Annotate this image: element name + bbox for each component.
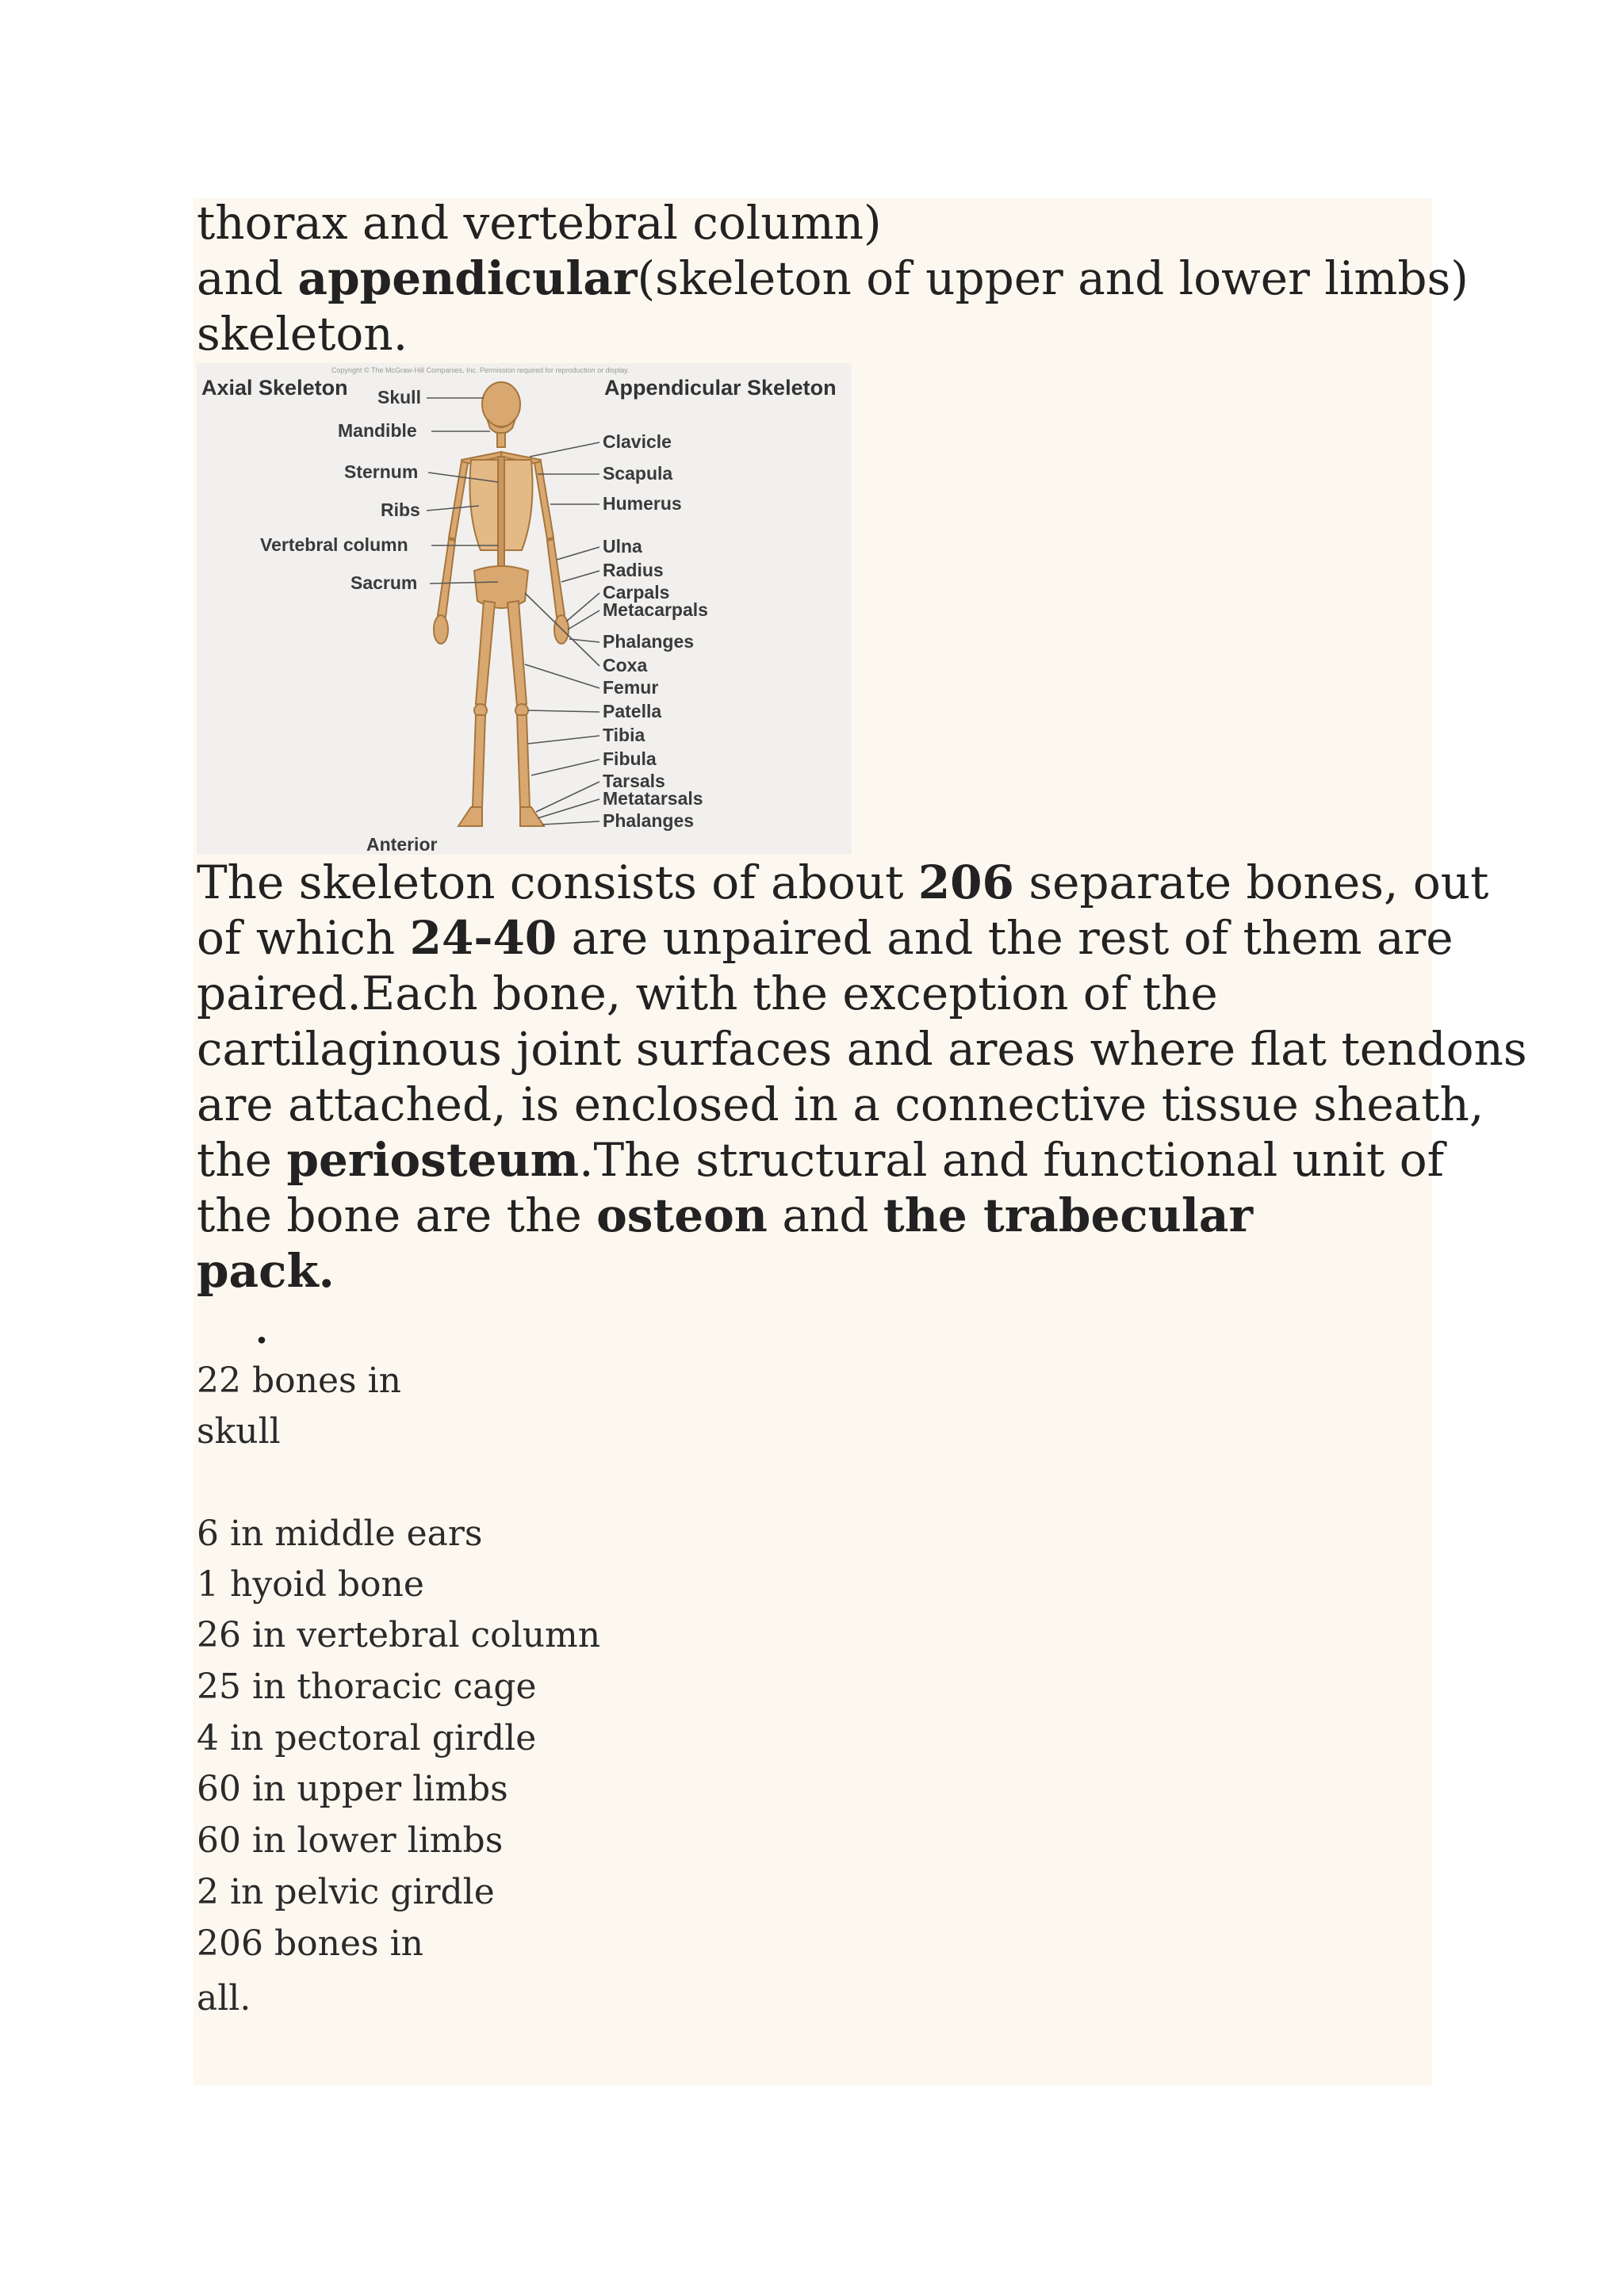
bone-count-item: all. <box>197 1978 251 2019</box>
paragraph-line-2 <box>197 910 1454 966</box>
bone-count-item: 26 in vertebral column <box>197 1615 601 1655</box>
label-mandible: Mandible <box>338 420 417 441</box>
paragraph-line-3: paired.Each bone, with the exception of the <box>197 966 1218 1020</box>
bone-count-206: 206 <box>917 855 1014 909</box>
bone-count-item: 6 in middle ears <box>197 1513 483 1554</box>
paragraph-line-6 <box>197 1132 1444 1188</box>
intro-line-1: thorax and vertebral column) <box>197 196 882 250</box>
axial-skeleton-heading: Axial Skeleton <box>201 376 348 400</box>
paragraph-line-2-a: of which <box>197 911 410 965</box>
label-skull: Skull <box>377 387 421 408</box>
label-vertebral-column: Vertebral column <box>260 534 408 555</box>
label-carpals: Carpals <box>603 582 670 603</box>
bone-count-item: 2 in pelvic girdle <box>197 1872 495 1912</box>
bone-count-item: 60 in upper limbs <box>197 1769 508 1809</box>
paragraph-line-2-c: are unpaired and the rest of them are <box>557 911 1454 965</box>
label-metatarsals: Metatarsals <box>603 788 703 809</box>
paragraph-line-6-a: the <box>197 1133 287 1187</box>
figure-copyright: Copyright © The McGraw-Hill Companies, Inc. Permission required for reproduction or display. <box>331 366 630 374</box>
appendicular-term: appendicular <box>297 251 638 305</box>
paragraph-line-7-c: and <box>767 1188 883 1242</box>
skeleton-illustration <box>197 363 852 855</box>
unpaired-count: 24-40 <box>409 911 557 965</box>
label-tarsals: Tarsals <box>603 771 665 791</box>
paragraph-line-5: are attached, is enclosed in a connective tissue sheath, <box>197 1077 1484 1131</box>
bone-count-item: 206 bones in <box>197 1923 423 1964</box>
skull-count-line-2: skull <box>197 1411 281 1452</box>
intro-line-2 <box>197 251 1469 307</box>
label-anterior: Anterior <box>366 834 438 855</box>
paragraph-line-1-a: The skeleton consists of about <box>197 855 918 909</box>
label-metacarpals: Metacarpals <box>603 599 708 620</box>
appendicular-skeleton-heading: Appendicular Skeleton <box>604 376 837 400</box>
label-coxa: Coxa <box>603 655 648 675</box>
bone-count-item: 60 in lower limbs <box>197 1820 504 1861</box>
separator-dot: . <box>255 1309 269 1352</box>
intro-line-2-prefix: and <box>197 251 298 305</box>
label-sternum: Sternum <box>344 461 419 482</box>
bone-count-item: 1 hyoid bone <box>197 1564 424 1605</box>
trabecular-term: the trabecular <box>883 1188 1254 1242</box>
label-scapula: Scapula <box>603 463 673 484</box>
skeleton-figure <box>197 363 852 855</box>
label-fibula: Fibula <box>603 748 657 769</box>
paragraph-line-1 <box>197 855 1488 911</box>
label-phalanges-hand: Phalanges <box>603 631 695 652</box>
skull-count-line-1: 22 bones in <box>197 1360 401 1401</box>
label-tibia: Tibia <box>603 725 645 745</box>
paragraph-line-6-c: .The structural and functional unit of <box>579 1133 1445 1187</box>
label-phalanges-foot: Phalanges <box>603 810 695 831</box>
bone-count-item: 4 in pectoral girdle <box>197 1718 537 1758</box>
paragraph-line-7-a: the bone are the <box>197 1188 597 1242</box>
intro-line-3: skeleton. <box>197 307 408 361</box>
label-femur: Femur <box>603 677 659 698</box>
label-ulna: Ulna <box>603 536 642 557</box>
paragraph-line-8 <box>197 1243 335 1299</box>
bone-count-item: 25 in thoracic cage <box>197 1667 537 1707</box>
label-radius: Radius <box>603 560 664 580</box>
label-clavicle: Clavicle <box>603 431 672 452</box>
pack-term: pack. <box>197 1244 335 1298</box>
periosteum-term: periosteum <box>286 1133 580 1187</box>
paragraph-line-7 <box>197 1188 1253 1244</box>
intro-line-2-suffix: (skeleton of upper and lower limbs) <box>637 251 1469 305</box>
paragraph-line-4: cartilaginous joint surfaces and areas where flat tendons <box>197 1022 1527 1076</box>
paragraph-line-1-c: separate bones, out <box>1013 855 1489 909</box>
label-ribs: Ribs <box>381 499 420 520</box>
osteon-term: osteon <box>596 1188 768 1242</box>
label-patella: Patella <box>603 701 662 721</box>
label-humerus: Humerus <box>603 493 682 514</box>
label-sacrum: Sacrum <box>350 572 418 593</box>
